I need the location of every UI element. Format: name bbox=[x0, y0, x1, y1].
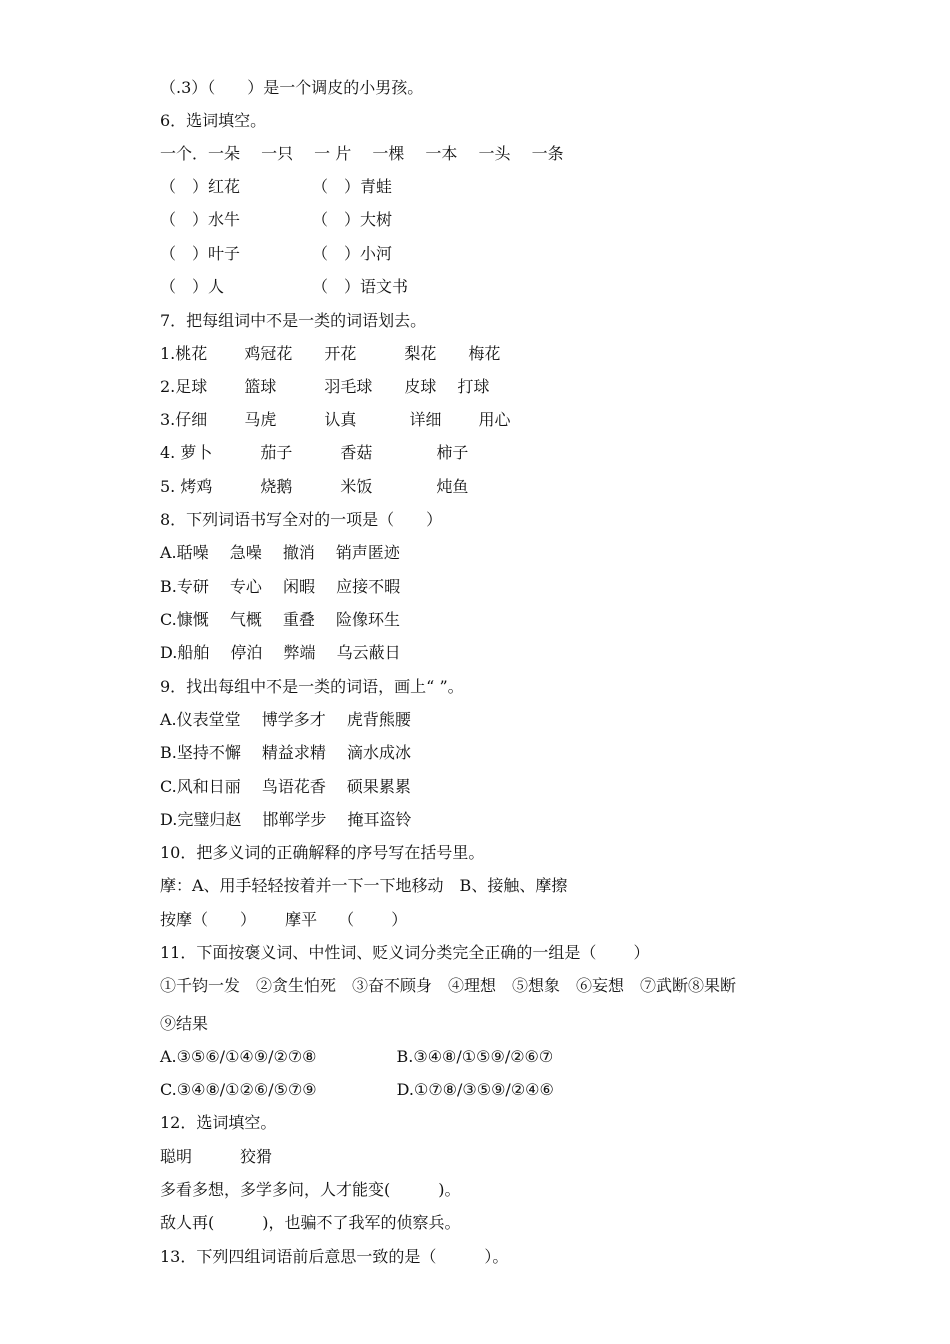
text-line: 4. 萝卜 茄子 香菇 柿子 bbox=[160, 443, 469, 462]
text-line: 6．选词填空。 bbox=[160, 111, 267, 130]
text-line: A.③⑤⑥/①④⑨/②⑦⑧ B.③④⑧/①⑤⑨/②⑥⑦ bbox=[160, 1047, 554, 1066]
text-line: 2.足球 篮球 羽毛球 皮球 打球 bbox=[160, 377, 490, 396]
text-line: （ ）红花 （ ）青蛙 bbox=[160, 177, 393, 196]
text-line: 敌人再( )，也骗不了我军的侦察兵。 bbox=[160, 1213, 461, 1232]
text-line: 3.仔细 马虎 认真 详细 用心 bbox=[160, 410, 511, 429]
text-line: C.风和日丽 鸟语花香 硕果累累 bbox=[160, 777, 411, 796]
text-line: （ ）水牛 （ ）大树 bbox=[160, 210, 393, 229]
text-line: D.船舶 停泊 弊端 乌云蔽日 bbox=[160, 643, 401, 662]
text-line: 12．选词填空。 bbox=[160, 1113, 277, 1132]
text-line: B.坚持不懈 精益求精 滴水成冰 bbox=[160, 743, 412, 762]
text-line: 13．下列四组词语前后意思一致的是（ ）。 bbox=[160, 1247, 509, 1266]
text-line: ①千钧一发 ②贪生怕死 ③奋不顾身 ④理想 ⑤想象 ⑥妄想 ⑦武断⑧果断 bbox=[160, 976, 737, 995]
text-line: 5. 烤鸡 烧鹅 米饭 炖鱼 bbox=[160, 477, 469, 496]
text-line: C.③④⑧/①②⑥/⑤⑦⑨ D.①⑦⑧/③⑤⑨/②④⑥ bbox=[160, 1080, 554, 1099]
text-line: （ ）叶子 （ ）小河 bbox=[160, 244, 393, 263]
text-line: 11．下面按褒义词、中性词、贬义词分类完全正确的一组是（ ） bbox=[160, 943, 650, 962]
text-line: A.聒噪 急噪 撤消 销声匿迹 bbox=[160, 543, 400, 562]
text-line: C.慷慨 气概 重叠 险像环生 bbox=[160, 610, 401, 629]
text-line: 按摩（ ） 摩平 （ ） bbox=[160, 910, 408, 929]
text-line: ⑨结果 bbox=[160, 1014, 209, 1033]
text-line: 10．把多义词的正确解释的序号写在括号里。 bbox=[160, 843, 485, 862]
text-line: A.仪表堂堂 博学多才 虎背熊腰 bbox=[160, 710, 411, 729]
text-line: （ ）人 （ ）语文书 bbox=[160, 277, 409, 296]
text-line: 一个．一朵 一只 一 片 一棵 一本 一头 一条 bbox=[160, 144, 564, 163]
text-line: 1.桃花 鸡冠花 开花 梨花 梅花 bbox=[160, 344, 501, 363]
text-line: 8．下列词语书写全对的一项是（ ） bbox=[160, 510, 443, 529]
text-line: 7．把每组词中不是一类的词语划去。 bbox=[160, 311, 427, 330]
text-line: 聪明 狡猾 bbox=[160, 1147, 273, 1166]
text-line: 9．找出每组中不是一类的词语，画上“ ”。 bbox=[160, 677, 464, 696]
text-line: 摩：A、用手轻轻按着并一下一下地移动 B、接触、摩擦 bbox=[160, 876, 568, 895]
text-line: B.专研 专心 闲暇 应接不暇 bbox=[160, 577, 401, 596]
text-line: （.3）（ ）是一个调皮的小男孩。 bbox=[160, 78, 424, 97]
text-line: 多看多想，多学多问，人才能变( )。 bbox=[160, 1180, 461, 1199]
text-line: D.完璧归赵 邯郸学步 掩耳盗铃 bbox=[160, 810, 412, 829]
